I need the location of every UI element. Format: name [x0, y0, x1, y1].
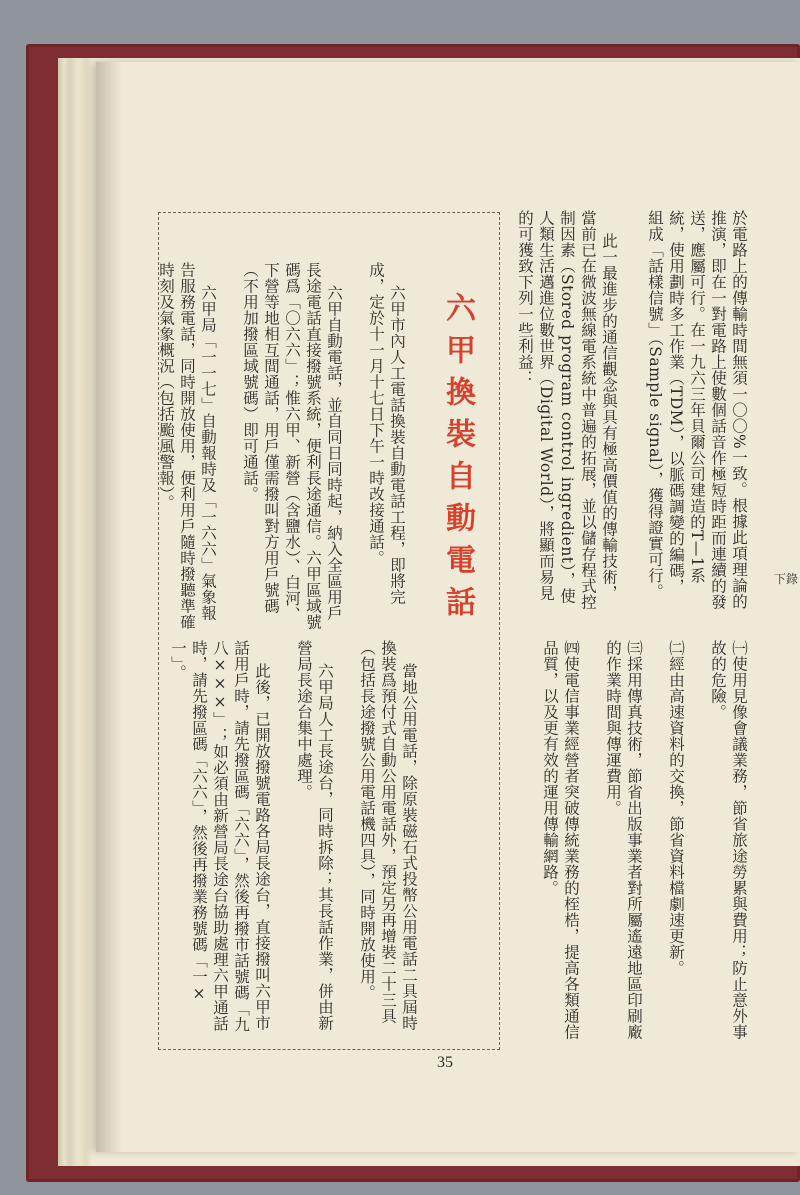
boxed-paragraph-3: 六甲局「一一七」自動報時及「一六六」氣象報告服務電話，同時開放使用，便利用戶隨時撥聽準確時刻及氣象概況（包括颱風警報）。 — [157, 262, 217, 630]
benefit-item-4: ㈣使電信事業經營者突破傳統業務的桎梏，提高各類通信品質，以及更有效的運用傳輸網路。 — [541, 640, 580, 1040]
boxed-paragraph-5: 六甲局人工長途台，同時拆除；其長話作業，併由新營局長途台集中處理。 — [295, 640, 334, 1032]
boxed-paragraph-2: 六甲自動電話，並自同日同時起，納入全區用戶長途電話直接撥號系統，便利長途通信。六甲區域號碼爲「〇六六」；惟六甲、新營（含鹽水）、白河、下營等地相互間通話，用戶僅需撥叫對方用戶號碼（不用加撥區域號碼）即可通話。 — [241, 262, 343, 630]
benefit-item-3: ㈢採用傳真技術，節省出版事業者對所屬遙遠地區印刷廠的作業時間與傳運費用。 — [604, 640, 643, 1040]
benefit-item-2: ㈡經由高速資料的交換，節省資料檔劇速更新。 — [667, 640, 685, 976]
page-number: 35 — [437, 1054, 453, 1071]
boxed-paragraph-4: 當地公用電話，除原裝磁石式投幣公用電話二具屆時換裝爲預付式自動公用電話外，預定另再增裝二十三具（包括長途撥號公用電話機四具），同時開放使用。 — [358, 640, 418, 1032]
spine-shadow — [96, 62, 122, 1152]
main-article-bottom — [541, 640, 770, 1040]
boxed-article-bottom — [170, 640, 440, 1040]
boxed-paragraph-6: 此後，已開放撥號電路各局長途台，直接撥叫六甲市話用戶時，請先撥區碼「六六」，然後再撥市話號碼「九八×××」；如必須由新營局長途台協助處理六甲通話時，請先撥區碼「六六」，然後再撥業務號碼「一×一」。 — [169, 640, 271, 1033]
boxed-article-title: 六甲換裝自動電話 — [440, 292, 475, 628]
main-article-top — [516, 210, 770, 610]
benefit-item-1: ㈠使用見像會議業務，節省旅途勞累與費用；防止意外事故的危險。 — [709, 640, 748, 1040]
main-paragraph-2: 此一最進步的通信觀念與具有極高價值的傳輸技術，當前已在微波無線電系統中普遍的拓展，並以儲存程式控制因素（Stored program control ingredient），使人類生活邁進位數世界（Digital World），將顯而易見的可獲致下列一些利益： — [516, 210, 618, 610]
boxed-paragraph-1: 六甲市內人工電話換裝自動電話工程，即將完成，定於十一月十七日下午一時改接通話。 — [367, 262, 406, 606]
main-paragraph-1: 於電路上的傳輸時間無須一〇〇%一致。根據此項理論的推演，即在一對電路上使數個話音作極短時距而連續的發送，應屬可行。在一九六三年貝爾公司建造的T—1系統，使用劃時多工作業（TDM），以脈碼調變的編碼，組成「話樣信號」（Sample signal），獲得證實可行。 — [646, 210, 748, 610]
boxed-article-top — [157, 262, 428, 632]
right-edge-fragment: 下錄 — [774, 572, 799, 586]
